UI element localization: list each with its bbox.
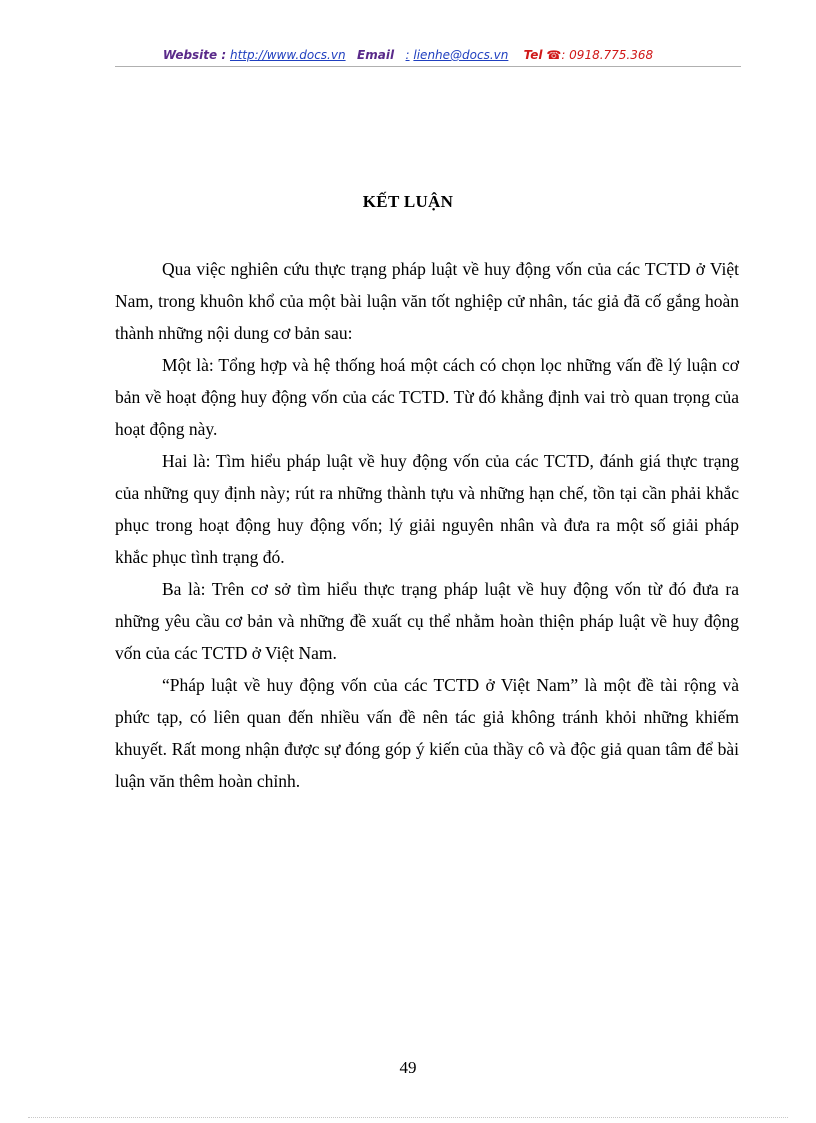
paragraph-point-two: Hai là: Tìm hiểu pháp luật về huy động vốn của các TCTD, đánh giá thực trạng của những quy định này; rút ra những thành tựu và những hạn chế, tồn tại cần phải khắc phục trong hoạt động huy động vốn; lý giải nguyên nhân và đưa ra một số giải pháp khắc phục tình trạng đó. xyxy=(115,451,739,567)
paragraph-point-one: Một là: Tổng hợp và hệ thống hoá một cách có chọn lọc những vấn đề lý luận cơ bản về hoạt động huy động vốn của các TCTD. Từ đó khẳng định vai trò quan trọng của hoạt động này. xyxy=(115,355,739,439)
tel-value: : 0918.775.368 xyxy=(561,48,654,62)
paragraph-point-three: Ba là: Trên cơ sở tìm hiểu thực trạng pháp luật về huy động vốn từ đó đưa ra những yêu cầu cơ bản và những đề xuất cụ thể nhằm hoàn thiện pháp luật về huy động vốn của các TCTD ở Việt Nam. xyxy=(115,579,739,663)
header-divider xyxy=(115,66,741,67)
email-label: Email xyxy=(357,48,395,62)
website-label: Website : xyxy=(162,48,227,62)
tel-label: Tel xyxy=(523,48,543,62)
page-header xyxy=(0,48,816,62)
email-link[interactable]: lienhe@docs.vn xyxy=(413,48,509,62)
paragraph-closing: “Pháp luật về huy động vốn của các TCTD ở Việt Nam” là một đề tài rộng và phức tạp, có liên quan đến nhiều vấn đề nên tác giả không tránh khỏi những khiếm khuyết. Rất mong nhận được sự đóng góp ý kiến của thầy cô và độc giả quan tâm để bài luận văn thêm hoàn chỉnh. xyxy=(115,675,739,791)
page-number: 49 xyxy=(399,1058,417,1077)
email-separator: : xyxy=(405,48,410,62)
website-link[interactable]: http://www.docs.vn xyxy=(229,48,346,62)
page-title: KẾT LUẬN xyxy=(362,192,454,211)
footer-divider xyxy=(28,1117,788,1118)
document-body xyxy=(115,253,739,797)
paragraph-intro: Qua việc nghiên cứu thực trạng pháp luật về huy động vốn của các TCTD ở Việt Nam, trong khuôn khổ của một bài luận văn tốt nghiệp cử nhân, tác giả đã cố gắng hoàn thành những nội dung cơ bản sau: xyxy=(115,259,739,343)
phone-icon: ☎ xyxy=(546,48,562,62)
